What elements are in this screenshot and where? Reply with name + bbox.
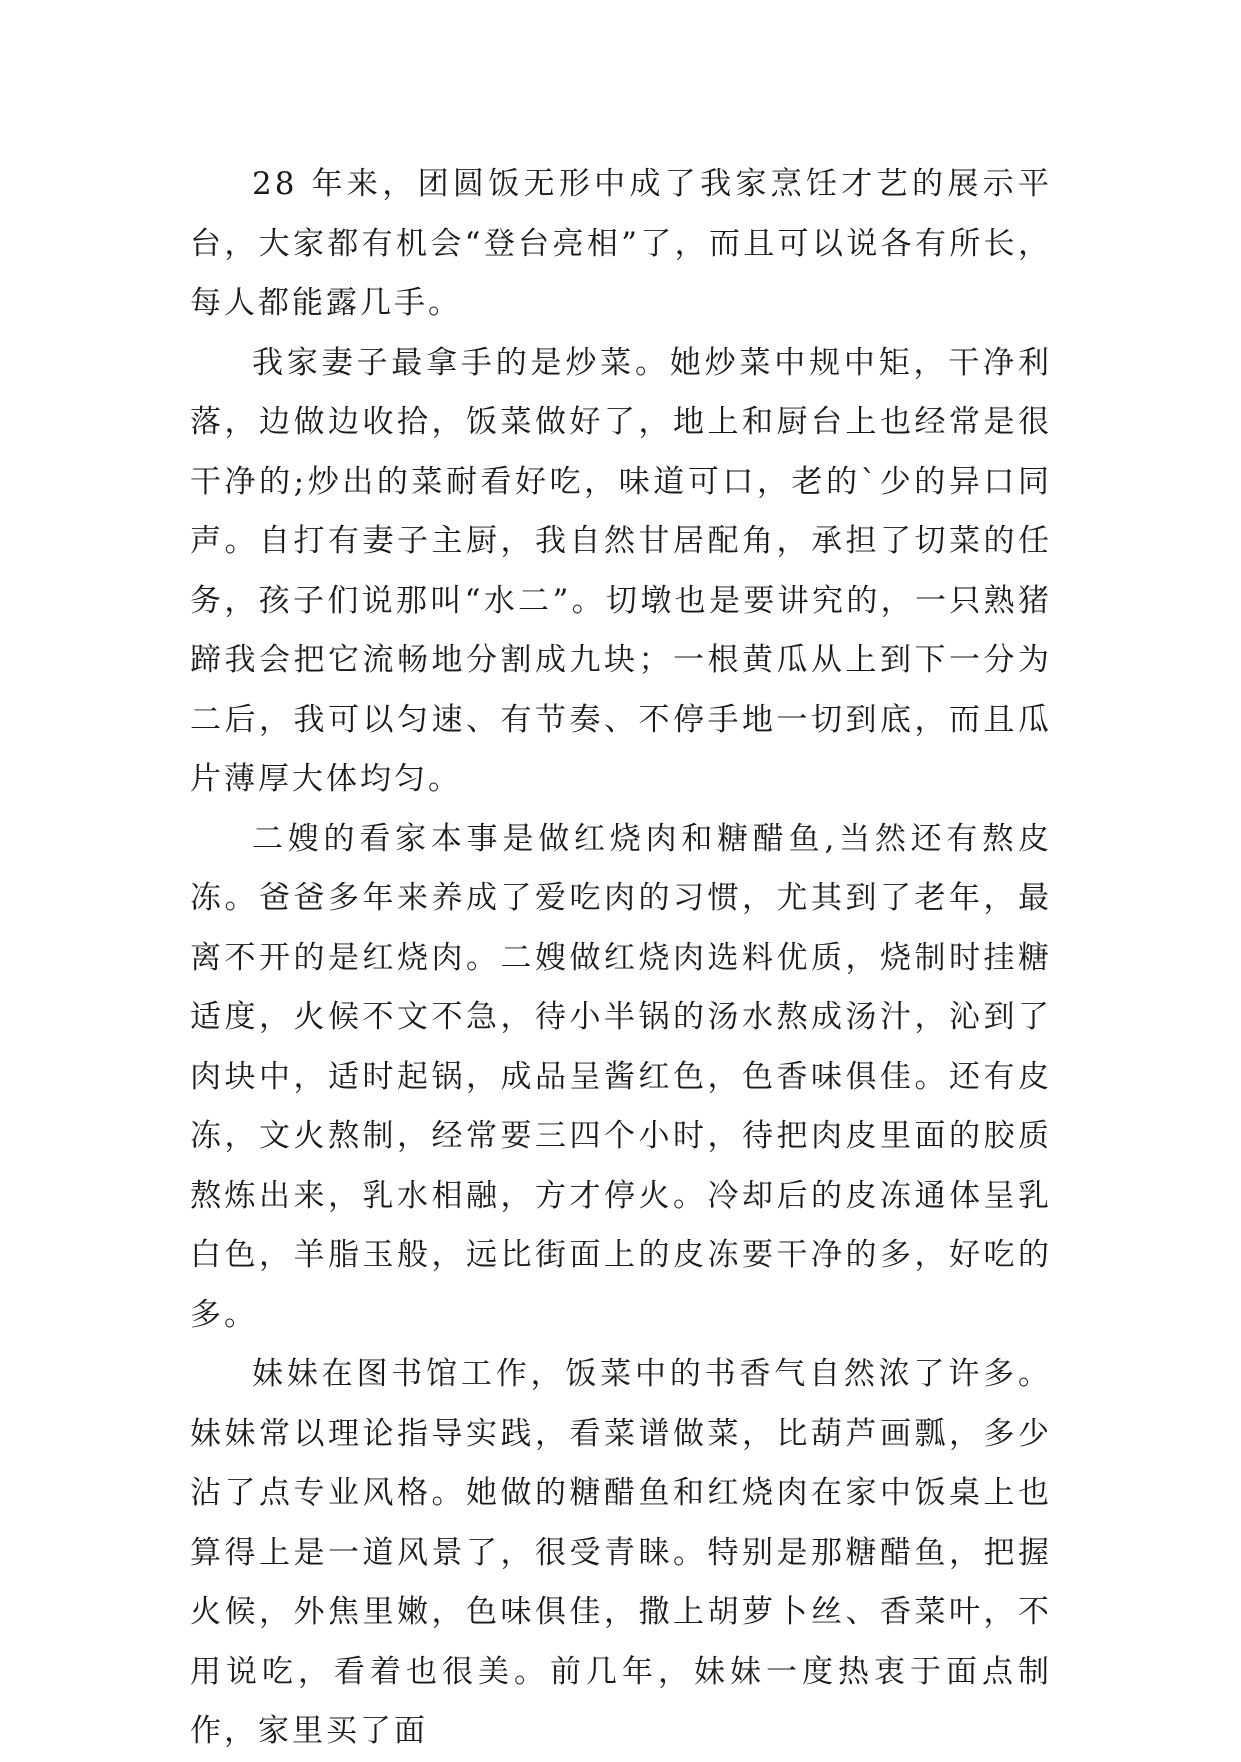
paragraph-reunion-dinner: 28 年来，团圆饭无形中成了我家烹饪才艺的展示平台，大家都有机会“登台亮相”了，而且可以说各有所长，每人都能露几手。: [190, 166, 1052, 321]
paragraph-sister-in-law-cooking: 二嫂的看家本事是做红烧肉和糖醋鱼,当然还有熬皮冻。爸爸多年来养成了爱吃肉的习惯，尤其到了老年，最离不开的是红烧肉。二嫂做红烧肉选料优质，烧制时挂糖适度，火候不文不急，待小半锅的汤水熬成汤汁，沁到了肉块中，适时起锅，成品呈酱红色，色香味俱佳。还有皮冻，文火熬制，经常要三四个小时，待把肉皮里面的胶质熬炼出来，乳水相融，方才停火。冷却后的皮冻通体呈乳白色，羊脂玉般，远比街面上的皮冻要干净的多，好吃的多。: [190, 820, 1052, 1333]
document-body: [190, 155, 1052, 1762]
paragraph-younger-sister-cooking: 妹妹在图书馆工作，饭菜中的书香气自然浓了许多。妹妹常以理论指导实践，看菜谱做菜，比葫芦画瓢，多少沾了点专业风格。她做的糖醋鱼和红烧肉在家中饭桌上也算得上是一道风景了，很受青睐。特别是那糖醋鱼，把握火候，外焦里嫩，色味俱佳，撒上胡萝卜丝、香菜叶，不用说吃，看着也很美。前几年，妹妹一度热衷于面点制作，家里买了面: [190, 1356, 1052, 1749]
paragraph-wife-cooking: 我家妻子最拿手的是炒菜。她炒菜中规中矩，干净利落，边做边收拾，饭菜做好了，地上和厨台上也经常是很干净的;炒出的菜耐看好吃，味道可口，老的`少的异口同声。自打有妻子主厨，我自然甘居配角，承担了切菜的任务，孩子们说那叫“水二”。切墩也是要讲究的，一只熟猪蹄我会把它流畅地分割成九块；一根黄瓜从上到下一分为二后，我可以匀速、有节奏、不停手地一切到底，而且瓜片薄厚大体均匀。: [190, 344, 1052, 797]
